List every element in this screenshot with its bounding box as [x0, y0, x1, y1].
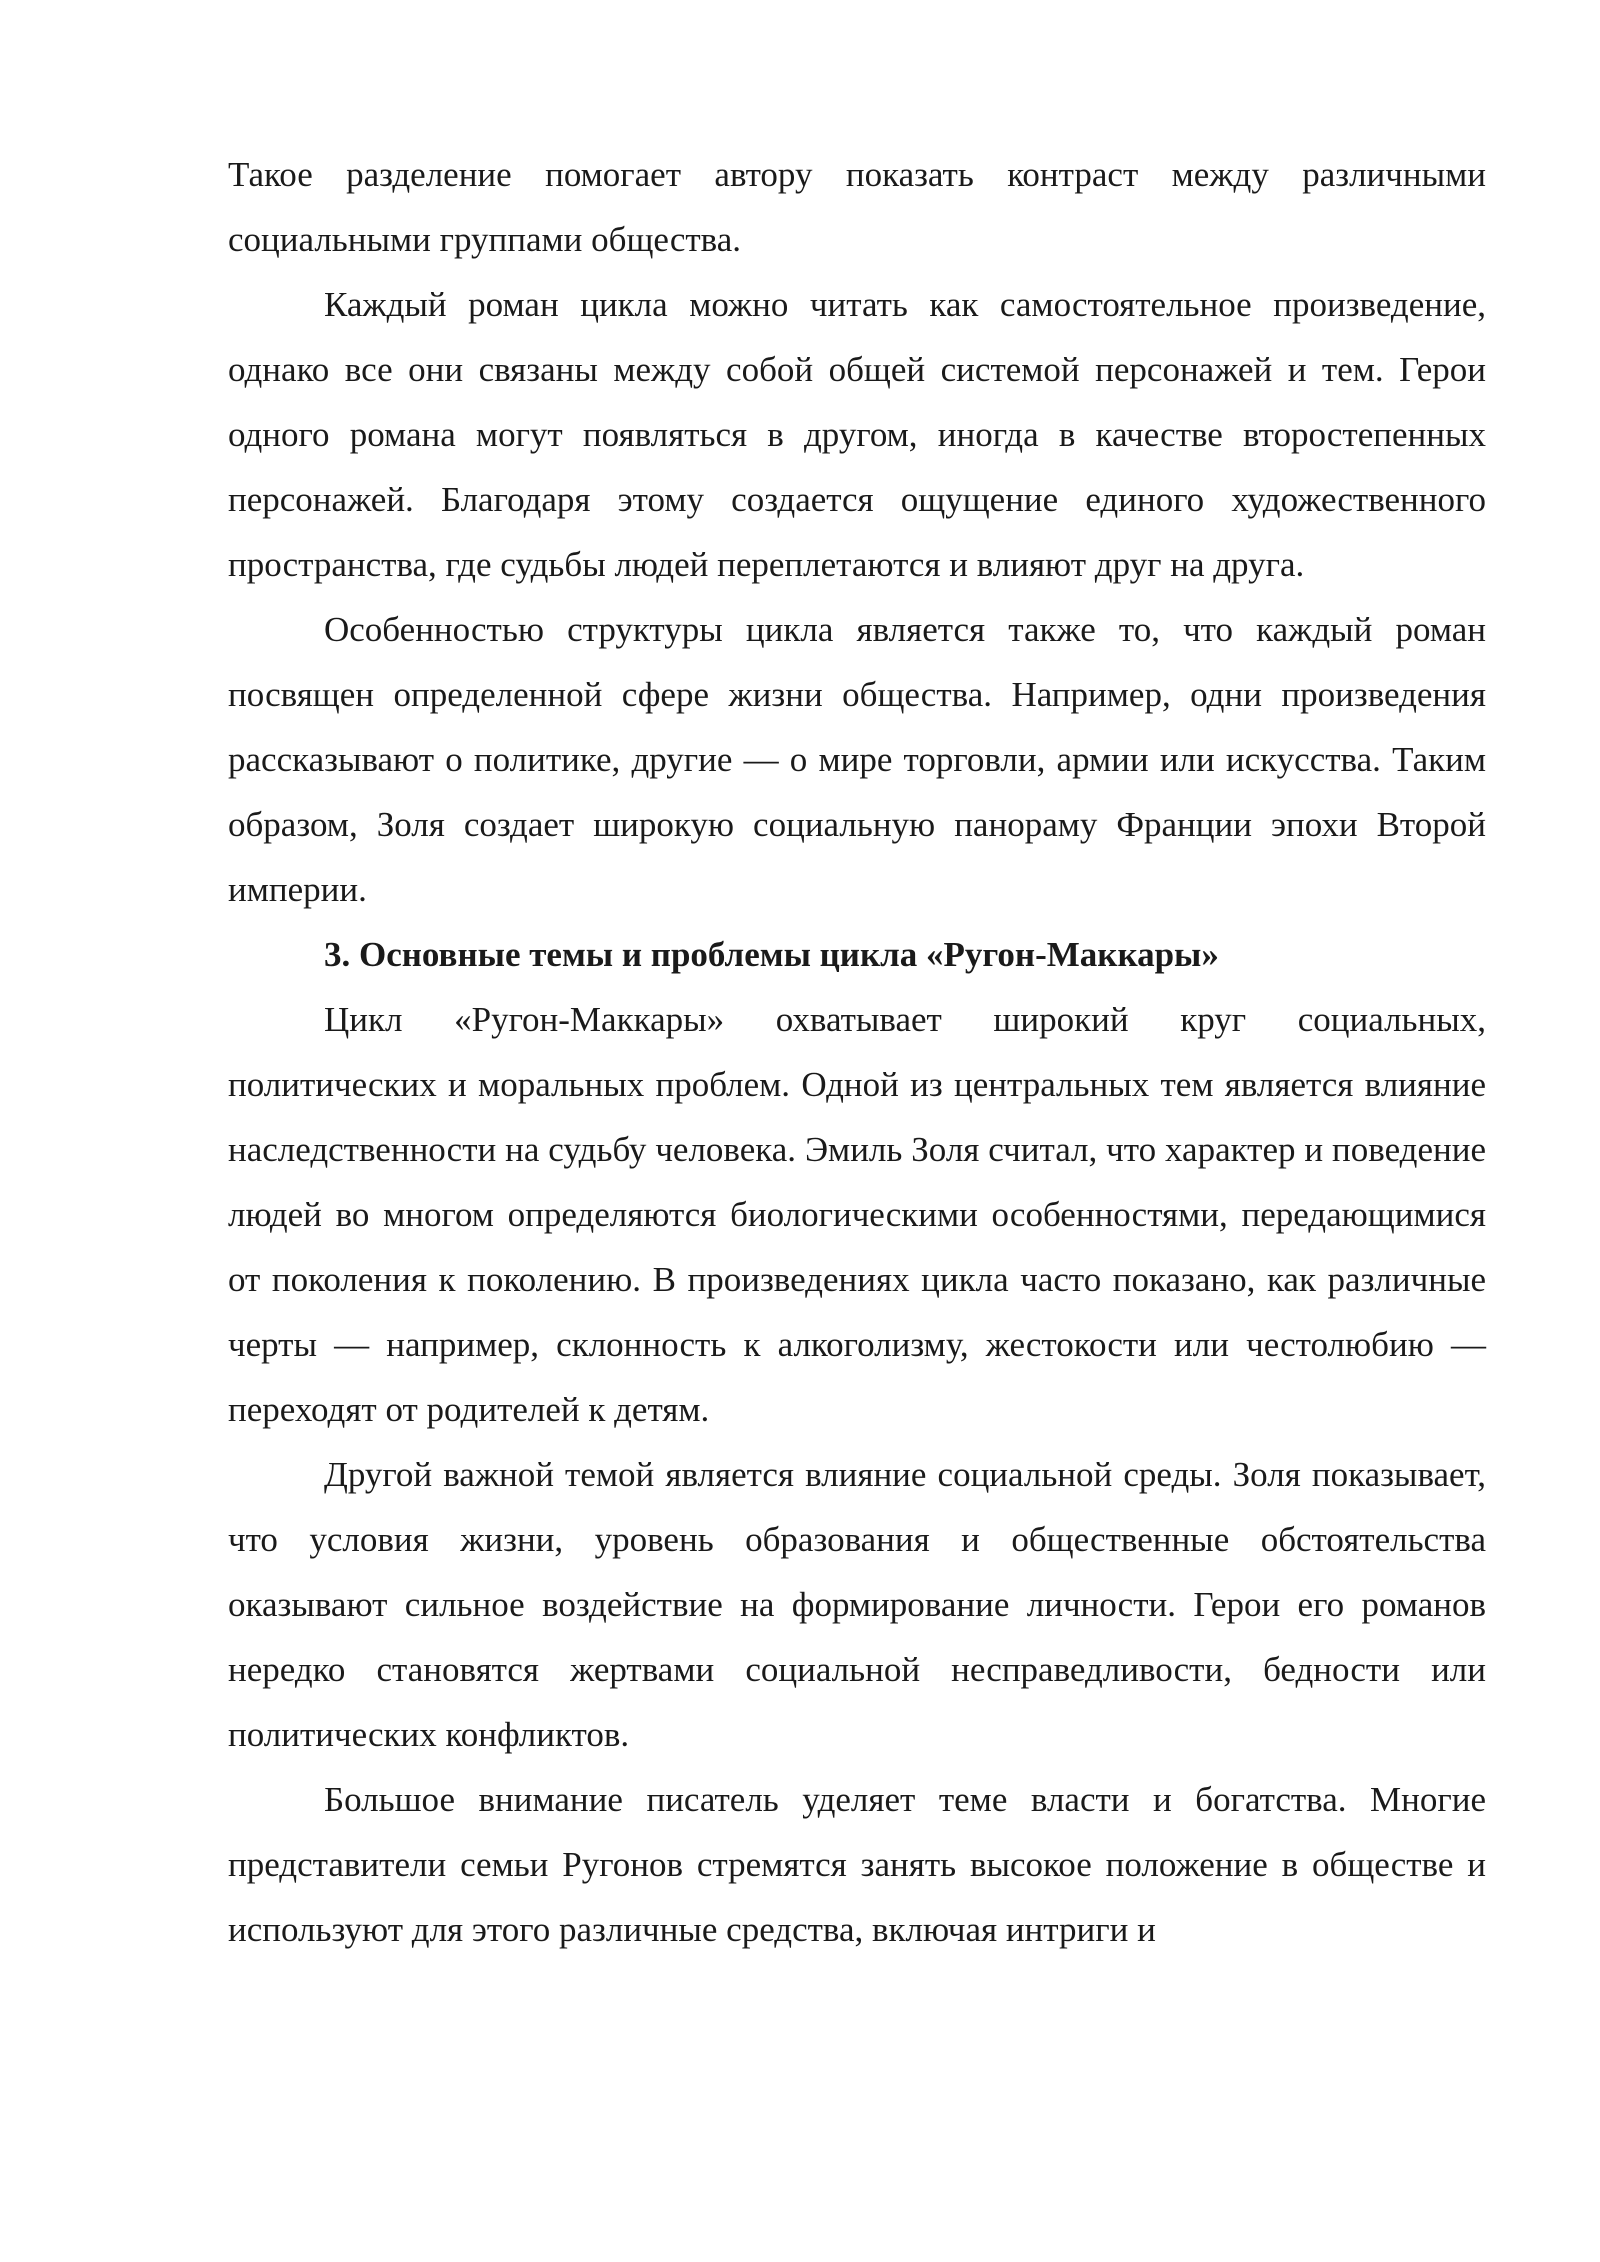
- paragraph-social-environment: Другой важной темой является влияние социальной среды. Золя показывает, что условия жизни, уровень образования и общественные обстоятельства оказывают сильное воздействие на формирование личности. Герои его романов нередко становятся жертвами социальной несправедливости, бедности или политических конфликтов.: [228, 1455, 1486, 1754]
- paragraph-social-contrast: Такое разделение помогает автору показать контраст между различными социальными группами общества.: [228, 155, 1486, 259]
- page-body: [228, 142, 1486, 1962]
- paragraph-heredity: Цикл «Ругон-Маккары» охватывает широкий круг социальных, политических и моральных проблем. Одной из центральных тем является влияние наследственности на судьбу человека. Эмиль Золя считал, что характер и поведение людей во многом определяются биологическими особенностями, передающимися от поколения к поколению. В произведениях цикла часто показано, как различные черты — например, склонность к алкоголизму, жестокости или честолюбию — переходят от родителей к детям.: [228, 1000, 1486, 1429]
- section-heading: 3. Основные темы и проблемы цикла «Ругон-Маккары»: [324, 935, 1219, 974]
- paragraph-life-spheres: Особенностью структуры цикла является также то, что каждый роман посвящен определенной сфере жизни общества. Например, одни произведения рассказывают о политике, другие — о мире торговли, армии или искусства. Таким образом, Золя создает широкую социальную панораму Франции эпохи Второй империи.: [228, 610, 1486, 909]
- paragraph-power-wealth: Большое внимание писатель уделяет теме власти и богатства. Многие представители семьи Ругонов стремятся занять высокое положение в обществе и используют для этого различные средства, включая интриги и: [228, 1780, 1486, 1949]
- paragraph-cycle-structure: Каждый роман цикла можно читать как самостоятельное произведение, однако все они связаны между собой общей системой персонажей и тем. Герои одного романа могут появляться в другом, иногда в качестве второстепенных персонажей. Благодаря этому создается ощущение единого художественного пространства, где судьбы людей переплетаются и влияют друг на друга.: [228, 285, 1486, 584]
